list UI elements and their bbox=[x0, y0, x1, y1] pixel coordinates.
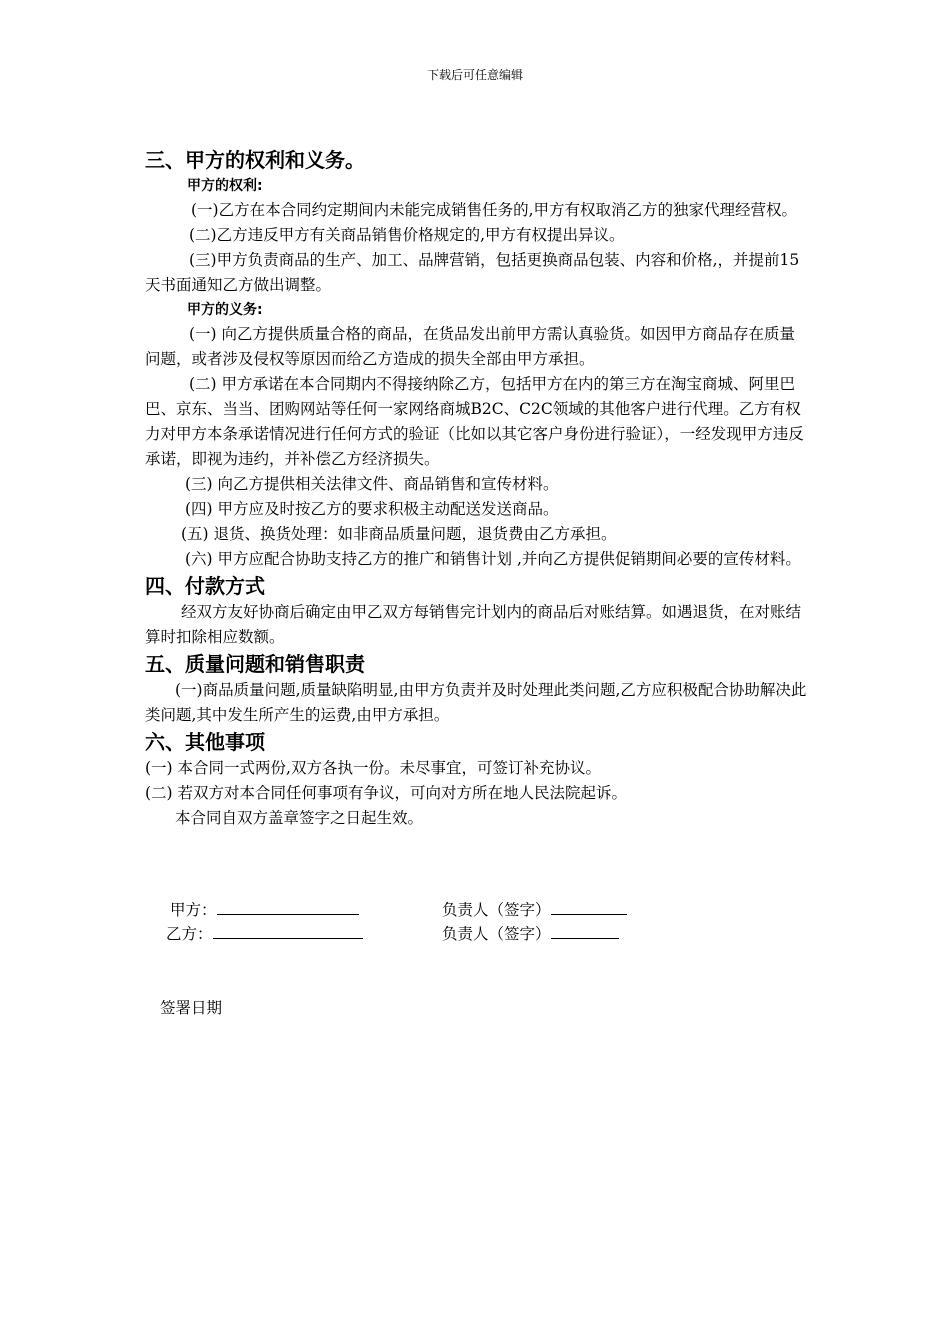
responsible-b-label: 负责人（签字） bbox=[442, 925, 551, 943]
responsible-a-label: 负责人（签字） bbox=[442, 901, 551, 919]
responsible-b-signature bbox=[442, 921, 619, 947]
effective-clause: 本合同自双方盖章签字之日起生效。 bbox=[175, 809, 424, 827]
responsible-b-signature-line[interactable] bbox=[551, 921, 619, 939]
duties-item-1: (一) 向乙方提供质量合格的商品，在货品发出前甲方需认真验货。如因甲方商品存在质量问题，或者涉及侵权等原因而给乙方造成的损失全部由甲方承担。 bbox=[145, 325, 796, 368]
duties-item-4: (四) 甲方应及时按乙方的要求积极主动配送发送商品。 bbox=[185, 500, 559, 518]
rights-item-3: (三)甲方负责商品的生产、加工、品牌营销，包括更换商品包装、内容和价格,，并提前15天书面通知乙方做出调整。 bbox=[145, 251, 800, 294]
duties-item-6: (六) 甲方应配合协助支持乙方的推广和销售计划 ,并向乙方提供促销期间必要的宣传材料。 bbox=[185, 550, 801, 568]
responsible-a-signature bbox=[442, 897, 627, 923]
contract-body bbox=[145, 146, 810, 831]
party-b-label: 乙方： bbox=[166, 925, 213, 943]
duties-subtitle: 甲方的义务: bbox=[187, 302, 263, 318]
section-6-title: 六、其他事项 bbox=[145, 730, 265, 754]
page-header: 下载后可任意编辑 bbox=[426, 68, 523, 82]
party-a-signature bbox=[170, 897, 359, 923]
duties-item-3: (三) 向乙方提供相关法律文件、商品销售和宣传材料。 bbox=[185, 475, 559, 493]
rights-item-2: (二)乙方违反甲方有关商品销售价格规定的,甲方有权提出异议。 bbox=[189, 226, 625, 244]
duties-item-2: (二) 甲方承诺在本合同期内不得接纳除乙方，包括甲方在内的第三方在淘宝商城、阿里巴巴、京东、当当、团购网站等任何一家网络商城B2C、C2C领域的其他客户进行代理。乙方有权力对甲方本条承诺情况进行任何方式的验证（比如以其它客户身份进行验证），一经发现甲方违反承诺，即视为违约，并补偿乙方经济损失。 bbox=[145, 375, 804, 468]
duties-item-5: (五) 退货、换货处理：如非商品质量问题，退货费由乙方承担。 bbox=[181, 525, 617, 543]
section-3-title: 三、甲方的权利和义务。 bbox=[145, 148, 365, 172]
signing-date-label: 签署日期 bbox=[160, 999, 223, 1017]
responsible-a-signature-line[interactable] bbox=[551, 897, 627, 915]
party-b-signature-line[interactable] bbox=[213, 921, 363, 939]
section-4-title: 四、付款方式 bbox=[145, 574, 265, 598]
rights-subtitle: 甲方的权利: bbox=[187, 178, 263, 194]
other-item-1: (一) 本合同一式两份,双方各执一份。未尽事宜，可签订补充协议。 bbox=[145, 759, 601, 777]
section-5-title: 五、质量问题和销售职责 bbox=[145, 652, 365, 676]
payment-paragraph: 经双方友好协商后确定由甲乙双方每销售完计划内的商品后对账结算。如遇退货，在对账结算时扣除相应数额。 bbox=[145, 603, 802, 646]
rights-item-1: (一)乙方在本合同约定期间内未能完成销售任务的,甲方有权取消乙方的独家代理经营权。 bbox=[191, 201, 798, 219]
quality-paragraph: (一)商品质量问题,质量缺陷明显,由甲方负责并及时处理此类问题,乙方应积极配合协助解决此类问题,其中发生所产生的运费,由甲方承担。 bbox=[145, 681, 807, 724]
party-a-signature-line[interactable] bbox=[217, 897, 359, 915]
party-b-signature bbox=[166, 921, 363, 947]
party-a-label: 甲方： bbox=[170, 901, 217, 919]
other-item-2: (二) 若双方对本合同任何事项有争议，可向对方所在地人民法院起诉。 bbox=[145, 784, 628, 802]
